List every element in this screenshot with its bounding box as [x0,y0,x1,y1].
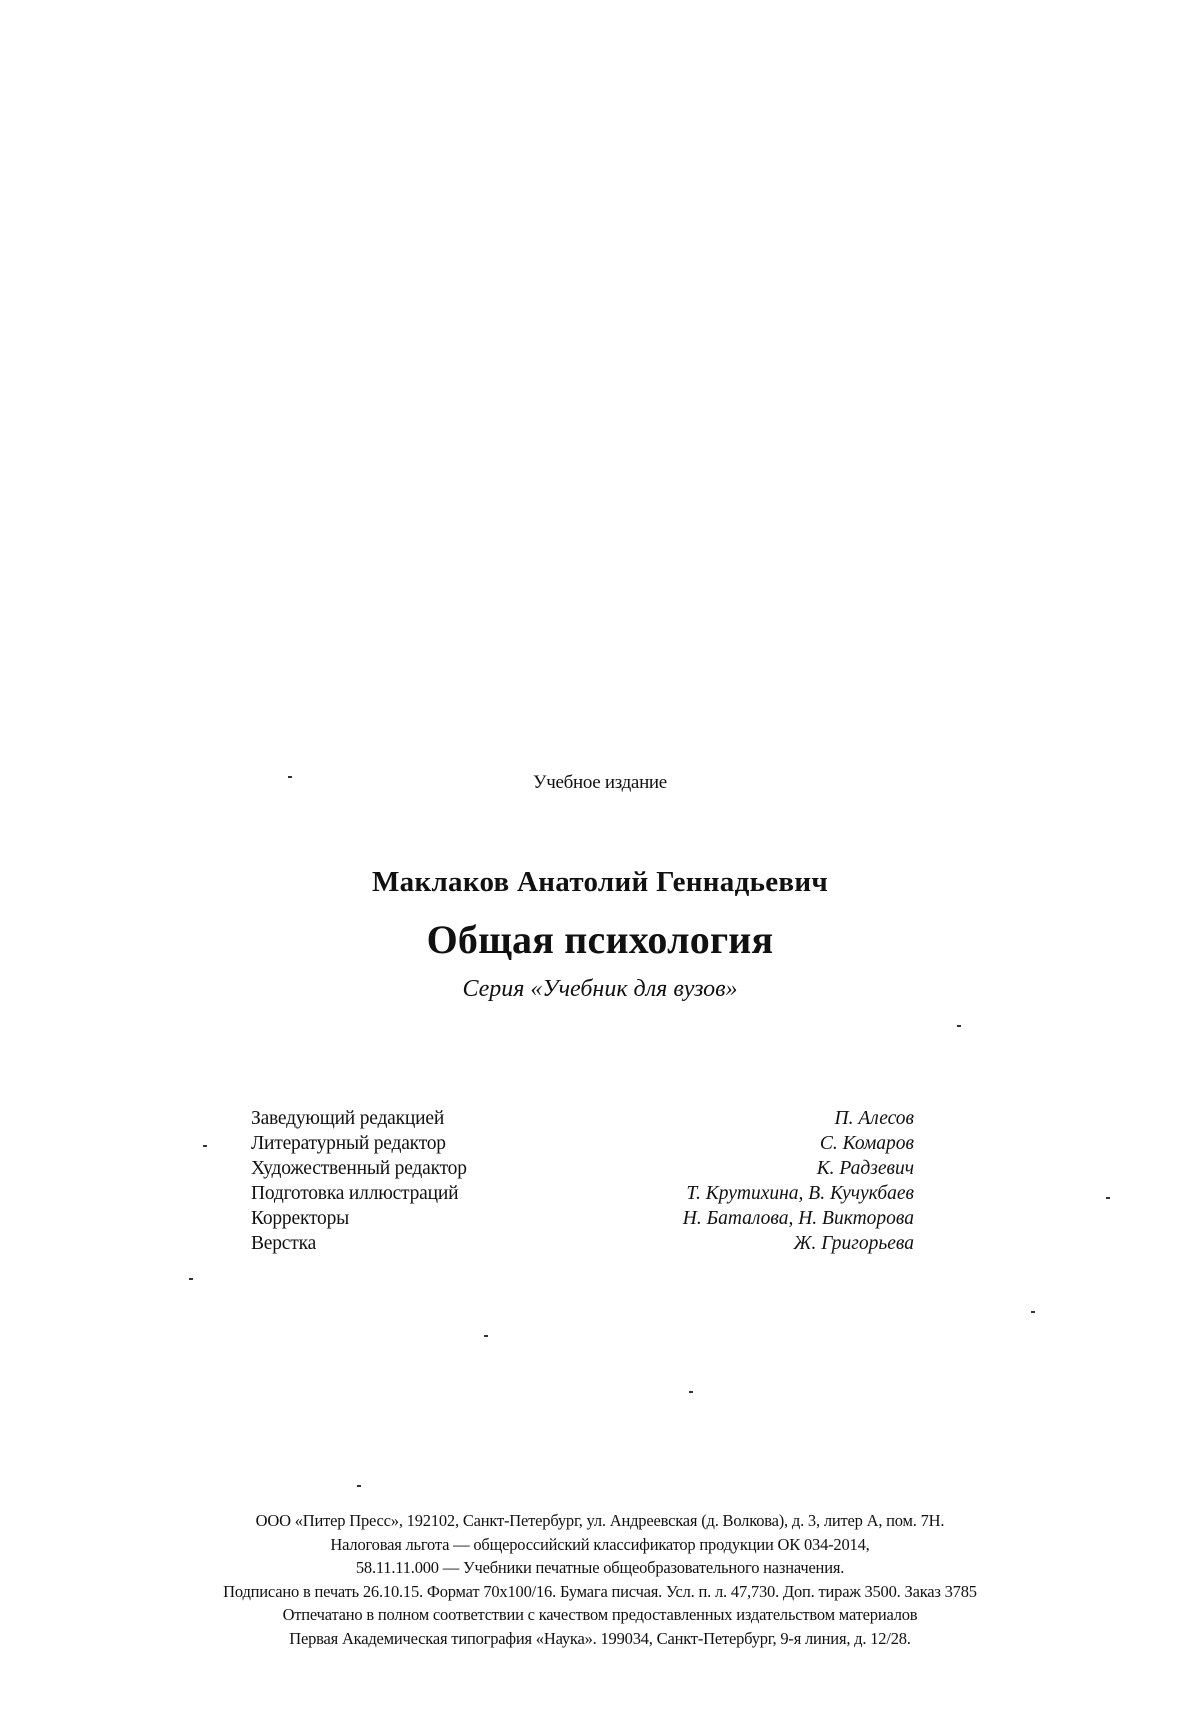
scan-speck [957,1025,961,1027]
staff-row [251,1181,914,1206]
scan-speck [288,776,292,778]
staff-role: Заведующий редакцией [251,1108,445,1129]
staff-row [251,1156,914,1181]
scan-speck [689,1391,693,1393]
edition-type-label: Учебное издание [533,772,667,793]
scan-speck [357,1485,361,1487]
scan-speck [1031,1311,1035,1313]
series-label: Серия «Учебник для вузов» [462,976,738,1002]
staff-row [251,1206,914,1231]
imprint-line: Налоговая льгота — общероссийский классификатор продукции ОК 034-2014, [330,1534,870,1554]
staff-role: Литературный редактор [251,1133,446,1154]
staff-role: Корректоры [251,1208,350,1229]
staff-row [251,1231,914,1256]
staff-name: К. Радзевич [816,1158,914,1179]
staff-role: Верстка [251,1233,317,1254]
staff-name: Т. Крутихина, В. Кучукбаев [686,1183,914,1204]
scan-speck [1106,1197,1110,1199]
editorial-staff-list [251,1106,914,1256]
staff-name: Н. Баталова, Н. Викторова [682,1208,914,1229]
staff-row [251,1106,914,1131]
staff-row [251,1131,914,1156]
author-name: Маклаков Анатолий Геннадьевич [371,866,829,898]
imprint-line: Отпечатано в полном соответствии с качеством предоставленных издательством материалов [282,1605,918,1624]
imprint-line: ООО «Питер Пресс», 192102, Санкт-Петербург, ул. Андреевская (д. Волкова), д. 3, литер А, пом. 7Н. [255,1511,945,1530]
scan-speck [484,1335,488,1337]
publisher-imprint [0,1509,1200,1650]
imprint-line: 58.11.11.000 — Учебники печатные общеобразовательного назначения. [355,1558,845,1577]
staff-name: Ж. Григорьева [793,1233,914,1254]
staff-name: С. Комаров [819,1133,914,1154]
imprint-line: Подписано в печать 26.10.15. Формат 70х100/16. Бумага писчая. Усл. п. л. 47,730. Доп. тираж 3500. Заказ 3785 [223,1581,977,1601]
imprint-line: Первая Академическая типография «Наука». 199034, Санкт-Петербург, 9-я линия, д. 12/28. [289,1628,911,1648]
book-title: Общая психология [426,917,774,962]
staff-role: Подготовка иллюстраций [251,1183,459,1204]
scan-speck [203,1145,207,1147]
scan-speck [189,1278,193,1280]
staff-role: Художественный редактор [251,1158,467,1179]
staff-name: П. Алесов [834,1108,914,1129]
